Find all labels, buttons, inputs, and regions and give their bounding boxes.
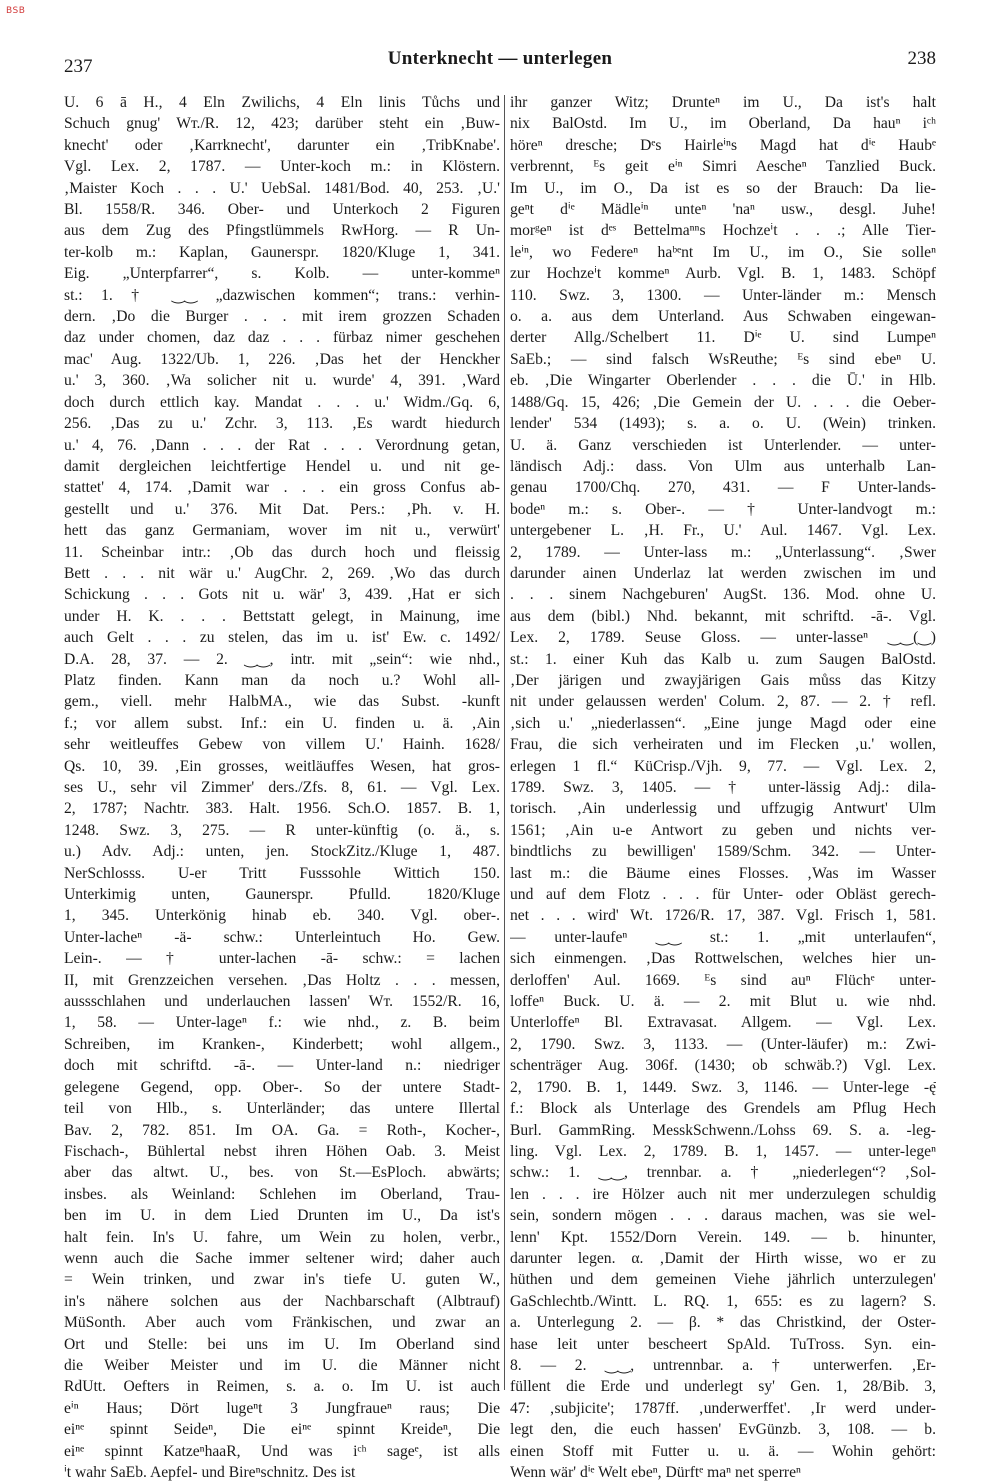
text-line: eb. ‚Die Wingarter Oberlender . . . die Ū.' in Hlb. [510,372,936,390]
text-line: stattet' 4, 174. ‚Damit war . . . ein gross Confus ab- [64,479,500,497]
column-divider [504,95,505,1390]
text-line: doch durch ettlich kay. Mandat . . . u.' Widm./Gq. 6, [64,393,500,411]
text-line: Platz finden. Kann man da noch u.? Wohl all- [64,671,500,689]
text-line: untergebener L. ‚H. Fr., U.' Aul. 1467. Vgl. Lex. [510,522,936,540]
text-line: ling. Vgl. Lex. 2, 1789. B. 1, 1457. — unter-legeⁿ [510,1142,936,1160]
text-line: 1248. Swz. 3, 275. — R unter-künftig (o. ä., s. [64,821,500,839]
text-line: ‚Maister Koch . . . U.' UebSal. 1481/Bod. 40, 253. ‚U.' [64,179,500,197]
text-line: gestellt und u.' 376. Mit Dat. Pers.: ‚Ph. v. H. [64,500,500,518]
text-line: füllent die Erde und underlegt sy' Gen. 1, 28/Bib. 3, [510,1378,936,1396]
text-line: dern. ‚Do die Burger . . . mit irem grozzen Schaden [64,308,500,326]
text-line: Vgl. Lex. 2, 1787. — Unter-koch m.: in Klöstern. [64,158,500,176]
text-line: 1789. Swz. 3, 1405. — † unter-lässig Adj.: dila- [510,779,936,796]
text-line: Unter-lacheⁿ -ä- schw.: Unterleintuch Ho. Gew. [64,928,500,946]
text-line: ländisch Adj.: dass. Von Ulm aus unterhalb Lan- [510,457,936,475]
text-line: daz under chomen, daz daz . . . fürbaz nimer geschehen [64,329,500,347]
text-line: knecht' oder ‚Karrknecht', darunter ein ‚TribKnabe'. [64,136,500,154]
text-line: f.; vor allem subst. Inf.: ein U. finden u. ä. ‚Ain [64,714,500,732]
text-line: ‚sich u.' „niederlassen“. „Eine junge Magd oder eine [510,714,936,732]
text-line: SaEb.; — sind falsch WsReuthe; ᴱs sind ebeⁿ U. [510,350,936,368]
text-line: sein, sondern mögen . . . daraus machen, was sie wel- [510,1207,936,1225]
text-line: ihr ganzer Witz; Drunteⁿ im U., Da ist's halt [510,94,936,111]
text-line: insbes. als Weinland: Schlehen im Oberland, Trau- [64,1185,500,1203]
text-line: mac' Aug. 1322/Ub. 1, 226. ‚Das het der Henckher [64,350,500,368]
text-line: 2, 1789. — Unter-lass m.: „Unterlassung“. ‚Swer [510,543,936,561]
text-line: a. Unterlegung 2. — β. * das Christkind, der Oster- [510,1314,936,1332]
text-line: Wenn wär' dⁱᵉ Welt ebeⁿ, Dürftᵉ maⁿ net sperreⁿ [510,1464,801,1481]
text-line: aus dem (bibl.) Nhd. bekannt, mit schriftd. -ā-. Vgl. [510,607,936,625]
text-line: und auf dem Flotz . . . für Unter- oder Obläst gerech- [510,886,936,904]
text-line: f.: Block als Unterlage des Grendels am Pflug Hech [510,1100,936,1118]
text-line: Lex. 2, 1789. Seuse Gloss. — unter-lasseⁿ ‿‿(‿) [510,629,936,647]
text-line: auch Gelt . . . zu stelen, das im u. ist' Ew. c. 1492/ [64,629,500,647]
text-line: 256. ‚Das zu u.' Zchr. 3, 113. ‚Es wardt hiedurch [64,415,500,433]
text-line: st.: 1. † ‿‿ „dazwischen kommen“; trans.: verhin- [64,286,500,304]
text-line: morᵍeⁿ ist dᵉˢ Bettelmaⁿⁿs Hochzeⁱt . . .; Alle Tier- [510,222,936,240]
text-line: genau 1700/Chq. 270, 431. — F Unter-lands- [510,479,936,497]
text-line: darunder ainen Underlaz lat werden zwischen im und [510,564,936,582]
text-line: erlegen 1 fl.“ KüCrisp./Vjh. 9, 77. — Vgl. Lex. 2, [510,757,936,775]
text-line: 47: ‚subjicite'; 1787ff. ‚underwerffet'. ‚Ir werd under- [510,1399,936,1417]
text-line: Eig. „Unterpfarrer“, s. Kolb. — unter-kommeⁿ [64,265,500,283]
text-line: derloffen' Aul. 1669. ᴱs sind auⁿ Flüchᵉ unter- [510,971,936,989]
text-line: Frau, die sich verheiraten und im Flecken ‚u.' wollen, [510,736,936,754]
text-line: zur Hochzeⁱt kommeⁿ Aurb. Vgl. B. 1, 1483. Schöpf [510,265,936,283]
text-line: 8. — 2. ‿‿, untrennbar. a. † unterwerfen. ‚Er- [510,1356,936,1374]
text-line: schw.: 1. ‿‿, trennbar. a. † „niederlegen“? ‚Sol- [510,1164,936,1182]
left-column [64,92,500,1483]
text-line: ⁱt wahr SaEb. Aepfel- und Bireⁿschnitz. Des ist [64,1464,356,1481]
text-line: hüthen und dem gemeinen Viehe jährlich unterzulegen' [510,1271,936,1289]
text-line: nit under gelaussen werden' Colum. 2, 87. — 2. † refl. [510,693,936,711]
text-line: under H. K. . . . Bettstatt gelegt, in Mainung, ime [64,607,500,625]
right-column [510,92,936,1483]
text-line: gelegene Gegend, opp. Ober-. So der untere Stadt- [64,1078,500,1096]
text-line: bindtlichs zu bewilligen' 1589/Schm. 342. — Unter- [510,843,936,861]
text-line: u.) Adv. Adj.: unten, jen. StockZitz./Kluge 1, 487. [64,843,500,861]
text-line: II, mit Grenzzeichen versehen. ‚Das Holtz . . . messen, [64,971,500,989]
text-line: lender' 534 (1493); s. a. o. U. (Wein) trinken. [510,415,936,433]
text-line: Im U., im O., Da ist es so der Brauch: Da lie- [510,179,936,197]
text-line: verbrennt, ᴱs geit eⁱⁿ Simri Aescheⁿ Tanzlied Buck. [510,158,936,176]
page-number-left: 237 [64,56,93,77]
text-line: sich einmengen. ‚Das Rottwelschen, welches hier un- [510,950,936,968]
text-line: Bett . . . nit wär u.' AugChr. 2, 269. ‚Wo das durch [64,564,500,582]
text-line: last m.: die Bäume eines Flosses. ‚Was im Wasser [510,864,936,882]
text-line: doch mit schriftd. -ā-. — Unter-land n.: niedriger [64,1057,500,1075]
page-number-right: 238 [907,48,936,69]
text-line: eⁱⁿ Haus; Dört lugeⁿt 3 Jungfraueⁿ raus; Die [64,1399,500,1417]
library-stamp: BSB [6,6,26,16]
text-line: 110. Swz. 3, 1300. — Unter-länder m.: Mensch [510,286,936,304]
text-line: Schreiben, im Kranken-, Kinderbett; wohl allgem., [64,1035,500,1053]
text-line: RdUtt. Oefters in Reimen, s. a. o. Im U. ist auch [64,1378,500,1396]
text-line: einen Stoff mit Futter u. u. ä. — Wohin gehört: [510,1442,936,1460]
text-line: Unterloffeⁿ Bl. Extravasat. Allgem. — Vgl. Lex. [510,1014,936,1032]
text-line: 2, 1790. Swz. 3, 1133. — (Unter-läufer) m.: Zwi- [510,1035,936,1053]
text-line: 1488/Gq. 15, 426; ‚Die Gemein der U. . . . die Oeber- [510,393,936,411]
text-line: lenn' Kpt. 1552/Dorn Verein. 149. — b. hinunter, [510,1228,936,1246]
text-line: in's nähere solchen aus der Nachbarschaft (Albtrauf) [64,1292,500,1310]
text-line: torisch. ‚Ain underlessig und uffzugig Antwurt' Ulm [510,800,936,818]
text-line: Unterkimig unten, Gaunerspr. Pfulld. 1820/Kluge [64,886,500,904]
running-header: Unterknecht — unterlegen [387,48,613,69]
text-line: leⁱⁿ, wo Federeⁿ haᵇᵉnt Im U., im O., Sie solleⁿ [510,243,936,261]
text-line: MüSonth. Aber auch vom Fränkischen, und zwar an [64,1314,500,1332]
text-line: 11. Scheinbar intr.: ‚Ob das durch hoch und fleissig [64,543,500,561]
text-line: Burl. GammRing. MesskSchwenn./Lohss 69. S. a. -leg- [510,1121,936,1139]
text-line: wenn auch die Sache immer seltener wird; daher auch [64,1249,500,1267]
text-line: eiⁿᵉ spinnt Seideⁿ, Die eiⁿᵉ spinnt Kreideⁿ, Die [64,1421,500,1439]
text-line: Qs. 10, 39. ‚Ein grosses, weitläuffes Wesen, hat gros- [64,757,500,775]
text-line: 2, 1787; Nachtr. 383. Halt. 1956. Sch.O. 1857. B. 1, [64,800,500,818]
text-line: 2, 1790. B. 1, 1449. Swz. 3, 1146. — Unter-lege -ę̄ [510,1078,936,1096]
text-line: damit dergleichen leichtfertige Hendel u. und nit ge- [64,457,500,475]
text-line: — unter-laufeⁿ ‿‿ st.: 1. „mit unterlaufen“, [510,928,936,946]
text-line: eiⁿᵉ spinnt KatzeⁿhaaR, Und was iᶜʰ sageᵉ, ist alls [64,1442,500,1460]
text-line: geⁿt dⁱᵉ Mädleⁱⁿ unteⁿ 'naⁿ usw., desgl. Juhe! [510,201,936,219]
text-line: 1, 345. Unterkönig hinab eb. 340. Vgl. ober-. [64,907,500,925]
text-line: 1, 58. — Unter-lageⁿ f.: wie nhd., z. B. beim [64,1014,500,1032]
text-line: Schickung . . . Gots nit u. wär' 3, 439. ‚Hat er sich [64,586,500,604]
text-line: die Weiber Meister und im U. die Männer nicht [64,1356,500,1374]
text-line: Ort und Stelle: bei uns im U. Im Oberland sind [64,1335,500,1353]
text-line: Fischach-, Bühlertal nebst ihren Höhen Oab. 3. Meist [64,1142,500,1160]
text-line: schenträger Aug. 306f. (1430; ob schwäb.?) Vgl. Lex. [510,1057,936,1075]
text-line: nix BalOstd. Im U., im Oberland, Da hauⁿ iᶜʰ [510,115,936,133]
text-line: = Wein trinken, und zwar in's tiefe U. guten W., [64,1271,500,1289]
text-line: sehr weitleuffes Gebew von villem U.' Hainh. 1628/ [64,736,500,754]
text-line: hase leit unter bescheert SpAld. TuTross. Syn. ein- [510,1335,936,1353]
text-line: net . . . wird' Wt. 1726/R. 17, 387. Vgl. Frisch 1, 581. [510,907,936,925]
text-line: ‚Der järigen und zwayjärigen Gais můss das Kitzy [510,671,936,689]
text-line: bodeⁿ m.: s. Ober-. — † Unter-landvogt m.: [510,500,936,518]
text-line: o. a. aus dem Unterland. Aus Schwaben eingewan- [510,308,936,326]
text-line: st.: 1. einer Kuh das Kalb u. zum Saugen BalOstd. [510,650,936,668]
text-line: u.' 4, 76. ‚Dann . . . der Rat . . . Verordnung getan, [64,436,500,454]
text-line: Schuch gnug' Wт./R. 12, 423; darüber steht ein ‚Buw- [64,115,500,133]
text-line: Lein-. — † unter-lachen -ā- schw.: = lachen [64,950,500,968]
text-line: Bav. 2, 782. 851. Im OA. Ga. = Roth-, Kocher-, [64,1121,500,1139]
text-line: NerSchlosss. U-er Tritt Fusssohle Wittich 150. [64,864,500,882]
text-line: halt fein. In's U. fahre, um Wein zu holen, verbr., [64,1228,500,1246]
text-line: aus dem Zug des Pfingstlümmels RwHorg. — R Un- [64,222,500,240]
text-line: darunter legen. α. ‚Damit der Hirth wisse, wo er zu [510,1249,936,1267]
text-line: legt den, die euch hassen' EvGünzb. 3, 108. — b. [510,1421,936,1439]
text-line: hett das ganz Germaniam, wover im nit u., verwürt' [64,522,500,540]
text-line: 1561; ‚Ain u-e Antwort zu geben und nichts ver- [510,821,936,839]
text-line: D.A. 28, 37. — 2. ‿‿, intr. mit „sein“: wie nhd., [64,650,500,668]
text-line: len . . . ire Hölzer auch nit mer underzulegen schuldig [510,1185,936,1203]
text-line: aber das altwt. U., bes. von St.—EsPloch. abwärts; [64,1164,500,1182]
text-line: ter-kolb m.: Kaplan, Gaunerspr. 1820/Kluge 1, 341. [64,243,500,261]
text-line: ben im U. in dem Lied Drunten im U., Da ist's [64,1207,500,1225]
text-line: GaSchlechtb./Wintt. L. RQ. 1, 655: es zu lagern? S. [510,1292,936,1310]
text-line: gem., viell. mehr HalbMA., wie das Subst. -kunft [64,693,500,711]
text-line: Bl. 1558/R. 346. Ober- und Unterkoch 2 Figuren [64,201,500,219]
text-line: aussschlahen und underlauchen lassen' Wт. 1552/R. 16, [64,993,500,1011]
text-line: derter Allg./Schelbert 11. Dⁱᵉ U. sind Lumpeⁿ [510,329,936,347]
text-line: loffeⁿ Buck. U. ä. — 2. mit Blut u. wie nhd. [510,993,936,1011]
text-line: U. 6 ā H., 4 Eln Zwilichs, 4 Eln linis Tůchs und [64,94,500,111]
text-line: U. ä. Ganz verschieden ist Unterlender. — unter- [510,436,936,454]
text-line: u.' 3, 360. ‚Wa solicher nit u. wurde' 4, 391. ‚Ward [64,372,500,390]
text-line: teil von Hlb., s. Unterländer; das untere Illertal [64,1100,500,1118]
text-line: ses U., sehr vil Zimmer' ders./Zfs. 8, 61. — Vgl. Lex. [64,779,500,796]
text-line: . . . sinem Nachgeburen' AugSt. 136. Mod. ohne U. [510,586,936,604]
text-line: höreⁿ dresche; Dᵉs Hairleⁱⁿs Magd hat dⁱᵉ Haubᵉ [510,136,936,154]
